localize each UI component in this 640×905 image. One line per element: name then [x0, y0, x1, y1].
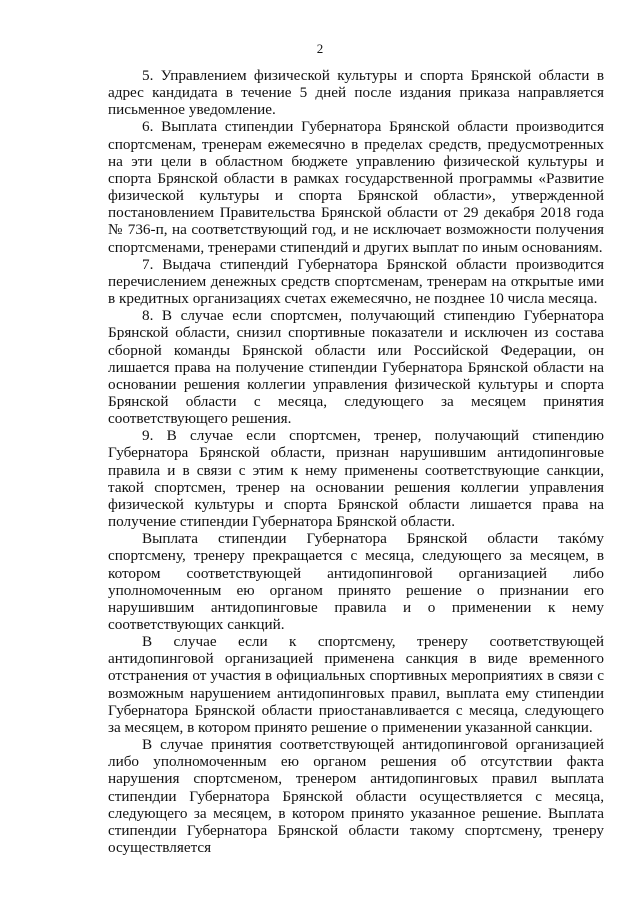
- paragraph-payment-resumption: В случае принятия соответствующей антидопинговой организацией либо уполномоченным ею органом решения об отсутствии факта нарушения спортсменом, тренером антидопинговых правил выплата стипендии Губернатора Брянской области осуществляется с месяца, следующего за месяцем, в котором принято указанное решение. Выплата стипендии Губернатора Брянской области такому спортсмену, тренеру осуществляется: [108, 736, 604, 857]
- paragraph-item-9: 9. В случае если спортсмен, тренер, получающий стипендию Губернатора Брянской области, признан нарушившим антидопинговые правила и в связи с этим к нему применены соответствующие санкции, такой спортсмен, тренер на основании решения коллегии управления физической культуры и спорта Брянской области лишается права на получение стипендии Губернатора Брянской области.: [108, 427, 604, 531]
- paragraph-item-6: 6. Выплата стипендии Губернатора Брянской области производится спортсменам, тренерам ежемесячно в пределах средств, предусмотренных на эти цели в областном бюджете управлению физической культуры и спорта Брянской области в рамках государственной программы «Развитие физической культуры и спорта Брянской области», утвержденной постановлением Правительства Брянской области от 29 декабря 2018 года № 736-п, на соответствующий год, и не исключает возможности получения спортсменами, тренерами стипендий и других выплат по иным основаниям.: [108, 118, 604, 256]
- paragraph-payment-suspension: В случае если к спортсмену, тренеру соответствующей антидопинговой организацией применена санкция в виде временного отстранения от участия в официальных спортивных мероприятиях в связи с возможным нарушением антидопинговых правил, выплата ему стипендии Губернатора Брянской области приостанавливается с месяца, следующего за месяцем, в котором принято решение о применении указанной санкции.: [108, 633, 604, 736]
- paragraph-item-8: 8. В случае если спортсмен, получающий стипендию Губернатора Брянской области, снизил спортивные показатели и исключен из состава сборной команды Брянской области или Российской Федерации, он лишается права на получение стипендии Губернатора Брянской области на основании решения коллегии управления физической культуры и спорта Брянской области с месяца, следующего за месяцем принятия соответствующего решения.: [108, 307, 604, 428]
- paragraph-payment-termination: Выплата стипендии Губернатора Брянской области такóму спортсмену, тренеру прекращается с месяца, следующего за месяцем, в котором соответствующей антидопинговой организацией либо уполномоченным ею органом принято решение о признании его нарушившим антидопинговые правила и о применении к нему соответствующих санкций.: [108, 530, 604, 633]
- paragraph-item-5: 5. Управлением физической культуры и спорта Брянской области в адрес кандидата в течение 5 дней после издания приказа направляется письменное уведомление.: [108, 67, 604, 119]
- document-body: [108, 67, 604, 856]
- paragraph-item-7: 7. Выдача стипендий Губернатора Брянской области производится перечислением денежных средств спортсменам, тренерам на открытые ими в кредитных организациях счетах ежемесячно, не позднее 10 числа месяца.: [108, 255, 604, 308]
- page-number: 2: [316, 41, 324, 56]
